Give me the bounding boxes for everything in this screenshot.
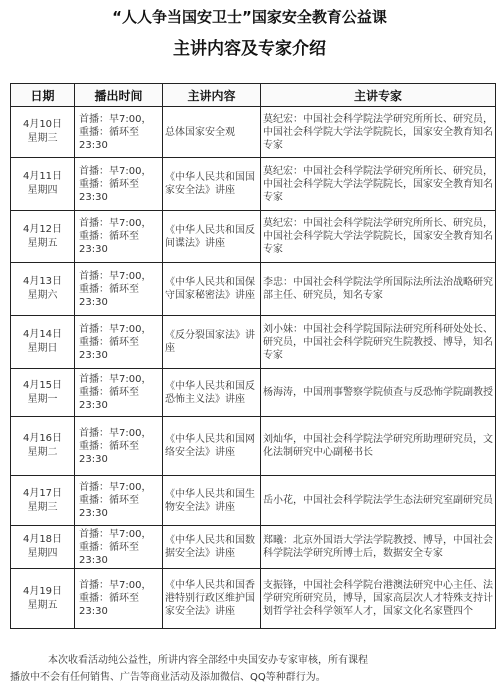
lecture-expert: 李忠：中国社会科学院法学所国际法所法治战略研究部主任、研究员，知名专家 <box>261 263 496 316</box>
table-row <box>11 107 496 158</box>
date-cell <box>11 526 75 569</box>
date-text: 4月18日 <box>22 534 63 545</box>
date-text: 4月13日 <box>22 276 63 287</box>
weekday-text: 星期六 <box>27 290 58 301</box>
lecture-topic: 《中华人民共和国数据安全法》讲座 <box>163 526 261 569</box>
table-row <box>11 316 496 369</box>
date-text: 4月10日 <box>22 119 63 130</box>
table-row <box>11 417 496 476</box>
lecture-expert: 郑曦：北京外国语大学法学院教授、博导，中国社会科学院法学研究所博士后，数据安全专家 <box>261 526 496 569</box>
time-cell <box>75 316 163 369</box>
premiere-time: 首播：早7:00， <box>79 528 152 540</box>
lecture-topic: 《中华人民共和国国家安全法》讲座 <box>163 158 261 211</box>
table-row <box>11 526 496 569</box>
time-cell <box>75 263 163 316</box>
time-cell <box>75 476 163 526</box>
table-row <box>11 158 496 211</box>
weekday-text: 星期一 <box>27 393 58 405</box>
rebroadcast-end-time: 23:30 <box>79 453 108 465</box>
column-header-time: 播出时间 <box>75 84 163 107</box>
date-text: 4月14日 <box>22 329 63 340</box>
date-cell <box>11 211 75 263</box>
weekday-text: 星期二 <box>27 447 58 458</box>
lecture-topic: 《中华人民共和国反恐怖主义法》讲座 <box>163 369 261 417</box>
rebroadcast-end-time: 23:30 <box>79 191 108 203</box>
date-cell <box>11 158 75 211</box>
premiere-time: 首播：早7:00， <box>79 580 152 591</box>
premiere-time: 首播：早7:00， <box>79 113 152 125</box>
rebroadcast-end-time: 23:30 <box>79 139 108 151</box>
premiere-time: 首播：早7:00， <box>79 374 152 385</box>
lecture-topic: 《中华人民共和国网络安全法》讲座 <box>163 417 261 476</box>
date-text: 4月12日 <box>22 223 63 235</box>
date-cell <box>11 107 75 158</box>
date-cell <box>11 417 75 476</box>
lecture-topic: 《中华人民共和国生物安全法》讲座 <box>163 476 261 526</box>
premiere-time: 首播：早7:00， <box>79 165 152 177</box>
time-cell <box>75 107 163 158</box>
rebroadcast-label: 重播：循环至 <box>79 541 139 553</box>
lecture-expert: 莫纪宏：中国社会科学院法学研究所所长、研究员，中国社会科学院大学法学院院长，国家安全教育知名专家 <box>261 107 496 158</box>
weekday-text: 星期四 <box>27 185 58 196</box>
date-text: 4月17日 <box>22 487 63 499</box>
time-cell <box>75 417 163 476</box>
weekday-text: 星期三 <box>27 501 58 513</box>
rebroadcast-label: 重播：循环至 <box>79 387 139 398</box>
weekday-text: 星期日 <box>27 343 58 354</box>
table-row <box>11 476 496 526</box>
weekday-text: 星期五 <box>27 599 58 611</box>
rebroadcast-end-time: 23:30 <box>79 400 108 411</box>
rebroadcast-end-time: 23:30 <box>79 508 108 519</box>
rebroadcast-label: 重播：循环至 <box>79 440 139 452</box>
premiere-time: 首播：早7:00， <box>79 218 152 229</box>
rebroadcast-label: 重播：循环至 <box>79 336 139 348</box>
time-cell <box>75 211 163 263</box>
schedule-table <box>10 83 496 629</box>
column-header-expert: 主讲专家 <box>261 84 496 107</box>
lecture-expert: 岳小花，中国社会科学院法学生态法研究室副研究员 <box>261 476 496 526</box>
rebroadcast-end-time: 23:30 <box>79 349 108 361</box>
rebroadcast-end-time: 23:30 <box>79 244 108 255</box>
date-text: 4月19日 <box>22 585 63 597</box>
lecture-topic: 《中华人民共和国香港特别行政区维护国家安全法》讲座 <box>163 569 261 629</box>
premiere-time: 首播：早7:00， <box>79 427 152 439</box>
lecture-topic: 总体国家安全观 <box>163 107 261 158</box>
date-cell <box>11 316 75 369</box>
page-title: “人人争当国安卫士”国家安全教育公益课 <box>112 8 387 26</box>
time-cell <box>75 526 163 569</box>
date-cell <box>11 369 75 417</box>
date-cell <box>11 263 75 316</box>
rebroadcast-label: 重播：循环至 <box>79 126 139 138</box>
lecture-expert: 莫纪宏：中国社会科学院法学研究所所长、研究员，中国社会科学院大学法学院院长，国家安全教育知名专家 <box>261 158 496 211</box>
rebroadcast-end-time: 23:30 <box>79 554 108 566</box>
date-cell <box>11 476 75 526</box>
weekday-text: 星期五 <box>27 237 58 249</box>
weekday-text: 星期三 <box>27 133 58 144</box>
rebroadcast-label: 重播：循环至 <box>79 231 139 242</box>
date-text: 4月15日 <box>22 379 63 391</box>
table-row <box>11 263 496 316</box>
lecture-expert: 刘小妹：中国社会科学院国际法研究所科研处处长、研究员，中国社会科学院研究生院教授、博导，知名专家 <box>261 316 496 369</box>
footer-line-2: 播放中不会有任何销售、广告等商业活动及添加微信、QQ等种群行为。 <box>10 672 326 683</box>
date-text: 4月16日 <box>22 433 63 444</box>
lecture-topic: 《中华人民共和国反间谍法》讲座 <box>163 211 261 263</box>
rebroadcast-end-time: 23:30 <box>79 606 108 617</box>
table-header-row <box>11 84 496 107</box>
lecture-expert: 杨海涛，中国刑事警察学院侦查与反恐怖学院副教授 <box>261 369 496 417</box>
weekday-text: 星期四 <box>27 548 58 559</box>
time-cell <box>75 569 163 629</box>
rebroadcast-label: 重播：循环至 <box>79 593 139 604</box>
date-text: 4月11日 <box>22 171 63 182</box>
footer-line-1: 本次收看活动纯公益性，所讲内容全部经中央国安办专家审核，所有课程 <box>48 655 368 666</box>
table-row <box>11 211 496 263</box>
date-cell <box>11 569 75 629</box>
rebroadcast-label: 重播：循环至 <box>79 178 139 190</box>
premiere-time: 首播：早7:00， <box>79 323 152 335</box>
lecture-topic: 《中华人民共和国保守国家秘密法》讲座 <box>163 263 261 316</box>
column-header-date: 日期 <box>11 84 75 107</box>
page-subtitle: 主讲内容及专家介绍 <box>173 39 326 59</box>
lecture-topic: 《反分裂国家法》讲座 <box>163 316 261 369</box>
footer-note <box>10 652 495 686</box>
column-header-content: 主讲内容 <box>163 84 261 107</box>
rebroadcast-end-time: 23:30 <box>79 296 108 308</box>
time-cell <box>75 158 163 211</box>
lecture-expert: 支振锋，中国社会科学院台港澳法研究中心主任、法学研究所研究员，博导，国家高层次人才特殊支持计划哲学社会科学领军人才，国家文化名家暨四个 <box>261 569 496 629</box>
time-cell <box>75 369 163 417</box>
table-row <box>11 569 496 629</box>
rebroadcast-label: 重播：循环至 <box>79 283 139 295</box>
rebroadcast-label: 重播：循环至 <box>79 495 139 506</box>
premiere-time: 首播：早7:00， <box>79 270 152 282</box>
lecture-expert: 刘灿华，中国社会科学院法学研究所助理研究员，文化法制研究中心副秘书长 <box>261 417 496 476</box>
premiere-time: 首播：早7:00， <box>79 482 152 493</box>
table-row <box>11 369 496 417</box>
lecture-expert: 莫纪宏：中国社会科学院法学研究所所长、研究员，中国社会科学院大学法学院院长，国家安全教育知名专家 <box>261 211 496 263</box>
